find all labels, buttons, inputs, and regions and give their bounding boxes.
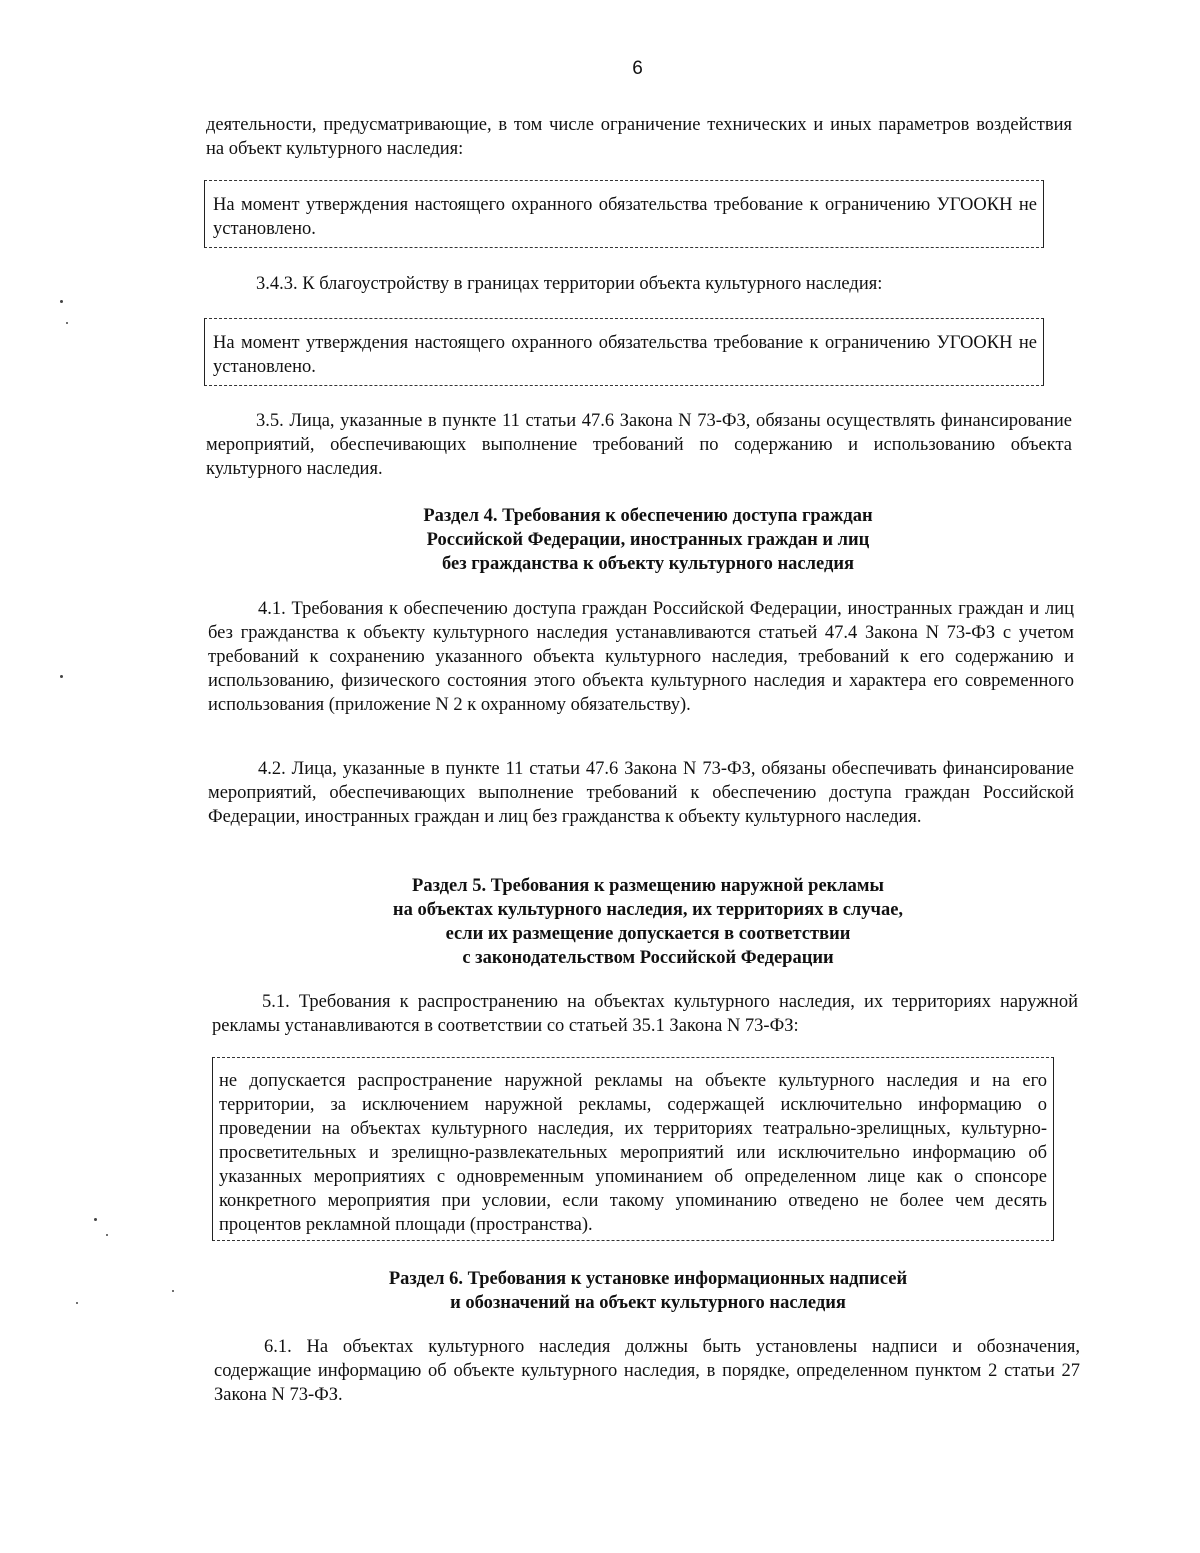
section-6-heading-line: Раздел 6. Требования к установке информационных надписей (388, 1269, 908, 1289)
intro-paragraph: деятельности, предусматривающие, в том числе ограничение технических и иных параметров воздействия на объект культурного наследия: (206, 115, 1072, 159)
scan-speck (106, 1234, 108, 1236)
paragraph-5-1: 5.1. Требования к распространению на объектах культурного наследия, их территориях наружной рекламы устанавливаются в соответствии со статьей 35.1 Закона N 73-ФЗ: (212, 992, 1078, 1036)
section-5-heading-line: с законодательством Российской Федерации (462, 948, 834, 968)
requirement-box-1 (204, 180, 1044, 248)
section-6-heading-line: и обозначений на объект культурного наследия (450, 1293, 846, 1313)
scan-speck (172, 1290, 174, 1292)
scan-speck (60, 675, 63, 678)
section-4-heading-line: Раздел 4. Требования к обеспечению доступа граждан (423, 506, 873, 526)
section-5-heading (0, 874, 1200, 970)
advertising-restriction-box (212, 1057, 1054, 1241)
section-5-heading-line: на объектах культурного наследия, их территориях в случае, (392, 900, 904, 920)
section-4-heading-line: Российской Федерации, иностранных граждан и лиц (426, 530, 870, 550)
section-5-heading-line: Раздел 5. Требования к размещению наружной рекламы (412, 876, 884, 896)
paragraph-6-1: 6.1. На объектах культурного наследия должны быть установлены надписи и обозначения, содержащие информацию об объекте культурного наследия, в порядке, определенном пунктом 2 статьи 27 Закона N 73-ФЗ. (214, 1337, 1080, 1405)
scan-speck (76, 1302, 78, 1304)
paragraph-3-5: 3.5. Лица, указанные в пункте 11 статьи 47.6 Закона N 73-ФЗ, обязаны осуществлять финансирование мероприятий, обеспечивающих выполнение требований по содержанию и использованию объекта культурного наследия. (206, 411, 1072, 479)
requirement-box-2-text: На момент утверждения настоящего охранного обязательства требование к ограничению УГООКН не установлено. (213, 333, 1037, 377)
paragraph-3-4-3: 3.4.3. К благоустройству в границах территории объекта культурного наследия: (256, 274, 883, 294)
paragraph-4-1: 4.1. Требования к обеспечению доступа граждан Российской Федерации, иностранных граждан и лиц без гражданства к объекту культурного наследия устанавливаются статьей 47.4 Закона N 73-ФЗ с учетом требований к сохранению указанного объекта культурного наследия, требований к его содержанию и использованию, физического состояния этого объекта культурного наследия и характера его современного использования (приложение N 2 к охранному обязательству). (208, 599, 1074, 715)
page-number: 6 (632, 58, 643, 79)
requirement-box-2 (204, 318, 1044, 386)
paragraph-4-2: 4.2. Лица, указанные в пункте 11 статьи 47.6 Закона N 73-ФЗ, обязаны обеспечивать финансирование мероприятий, обеспечивающих выполнение требований к обеспечению доступа граждан Российской Федерации, иностранных граждан и лиц без гражданства к объекту культурного наследия. (208, 759, 1074, 827)
section-5-heading-line: если их размещение допускается в соответствии (445, 924, 851, 944)
section-4-heading-line: без гражданства к объекту культурного наследия (441, 554, 854, 574)
section-6-heading (0, 1267, 1200, 1315)
scan-speck (66, 322, 68, 324)
advertising-restriction-text: не допускается распространение наружной рекламы на объекте культурного наследия и на его территории, за исключением наружной рекламы, содержащей исключительно информацию о проведении на объектах культурного наследия, их территориях театрально-зрелищных, культурно-просветительных и зрелищно-развлекательных мероприятий или исключительно информацию об указанных мероприятиях с одновременным упоминанием об определенном лице как о спонсоре конкретного мероприятия при условии, если такому упоминанию отведено не более чем десять процентов рекламной площади (пространства). (219, 1071, 1047, 1235)
requirement-box-1-text: На момент утверждения настоящего охранного обязательства требование к ограничению УГООКН не установлено. (213, 195, 1037, 239)
section-4-heading (0, 504, 1200, 576)
scan-speck (60, 300, 63, 303)
scan-speck (94, 1218, 97, 1221)
